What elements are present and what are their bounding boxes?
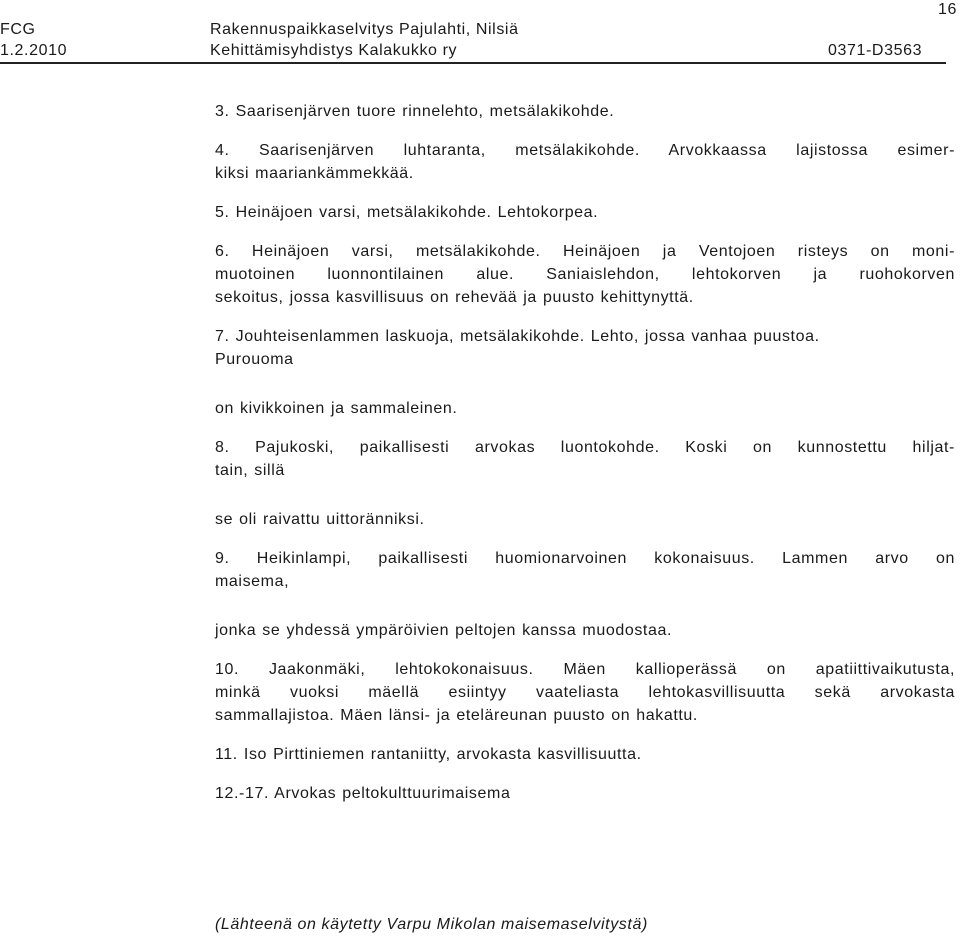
list-item-line: on kivikkoinen ja sammaleinen. xyxy=(215,400,458,417)
list-item-line: 8. Pajukoski, paikallisesti arvokas luontokohde. Koski on kunnostettu hiljat- xyxy=(215,439,955,456)
list-item xyxy=(215,547,955,642)
paragraph-gap xyxy=(215,482,955,508)
list-item-line: 6. Heinäjoen varsi, metsälakikohde. Heinäjoen ja Ventojoen risteys on moni- xyxy=(215,243,955,260)
list-item xyxy=(215,201,955,224)
list-item xyxy=(215,325,955,420)
list-item-line: sammallajistoa. Mäen länsi- ja eteläreunan puusto on hakattu. xyxy=(215,707,698,724)
list-item-line: 3. Saarisenjärven tuore rinnelehto, metsälakikohde. xyxy=(215,103,615,120)
list-item xyxy=(215,658,955,727)
list-item-line: jonka se yhdessä ympäröivien peltojen kanssa muodostaa. xyxy=(215,622,673,639)
list-item-line: Purouoma xyxy=(215,351,294,368)
header-date: 1.2.2010 xyxy=(0,42,68,59)
list-item-line: 9. Heikinlampi, paikallisesti huomionarvoinen kokonaisuus. Lammen arvo on xyxy=(215,550,955,567)
list-item-line: minkä vuoksi mäellä esiintyy vaateliasta lehtokasvillisuutta sekä arvokasta xyxy=(215,684,955,701)
header-report-title: Rakennuspaikkaselvitys Pajulahti, Nilsiä xyxy=(210,21,519,38)
site-list xyxy=(215,100,955,821)
list-item-line: 12.-17. Arvokas peltokulttuurimaisema xyxy=(215,785,511,802)
source-note: (Lähteenä on käytetty Varpu Mikolan maisemaselvitystä) xyxy=(215,916,648,933)
list-item xyxy=(215,743,955,766)
list-item-line: 10. Jaakonmäki, lehtokokonaisuus. Mäen kallioperässä on apatiittivaikutusta, xyxy=(215,661,955,678)
list-item-line: se oli raivattu uittoränniksi. xyxy=(215,511,425,528)
list-item-line: kiksi maariankämmekkää. xyxy=(215,165,414,182)
header-divider xyxy=(0,62,946,64)
header-project-code: 0371-D3563 xyxy=(828,42,923,59)
list-item-line: 7. Jouhteisenlammen laskuoja, metsälakikohde. Lehto, jossa vanhaa puustoa. xyxy=(215,328,820,345)
list-item xyxy=(215,100,955,123)
list-item xyxy=(215,782,955,805)
list-item-line: sekoitus, jossa kasvillisuus on rehevää ja puusto kehittynyttä. xyxy=(215,289,694,306)
list-item xyxy=(215,436,955,531)
list-item-line: tain, sillä xyxy=(215,462,285,479)
paragraph-gap xyxy=(215,371,955,397)
header-client: Kehittämisyhdistys Kalakukko ry xyxy=(210,42,458,59)
list-item xyxy=(215,139,955,185)
list-item xyxy=(215,240,955,309)
list-item-line: maisema, xyxy=(215,573,290,590)
list-item-line: 5. Heinäjoen varsi, metsälakikohde. Lehtokorpea. xyxy=(215,204,599,221)
header-org: FCG xyxy=(0,21,36,38)
list-item-line: 4. Saarisenjärven luhtaranta, metsälakikohde. Arvokkaassa lajistossa esimer- xyxy=(215,142,955,159)
list-item-line: 11. Iso Pirttiniemen rantaniitty, arvokasta kasvillisuutta. xyxy=(215,746,642,763)
page-number: 16 xyxy=(938,1,957,18)
list-item-line: muotoinen luonnontilainen alue. Saniaislehdon, lehtokorven ja ruohokorven xyxy=(215,266,955,283)
paragraph-gap xyxy=(215,593,955,619)
